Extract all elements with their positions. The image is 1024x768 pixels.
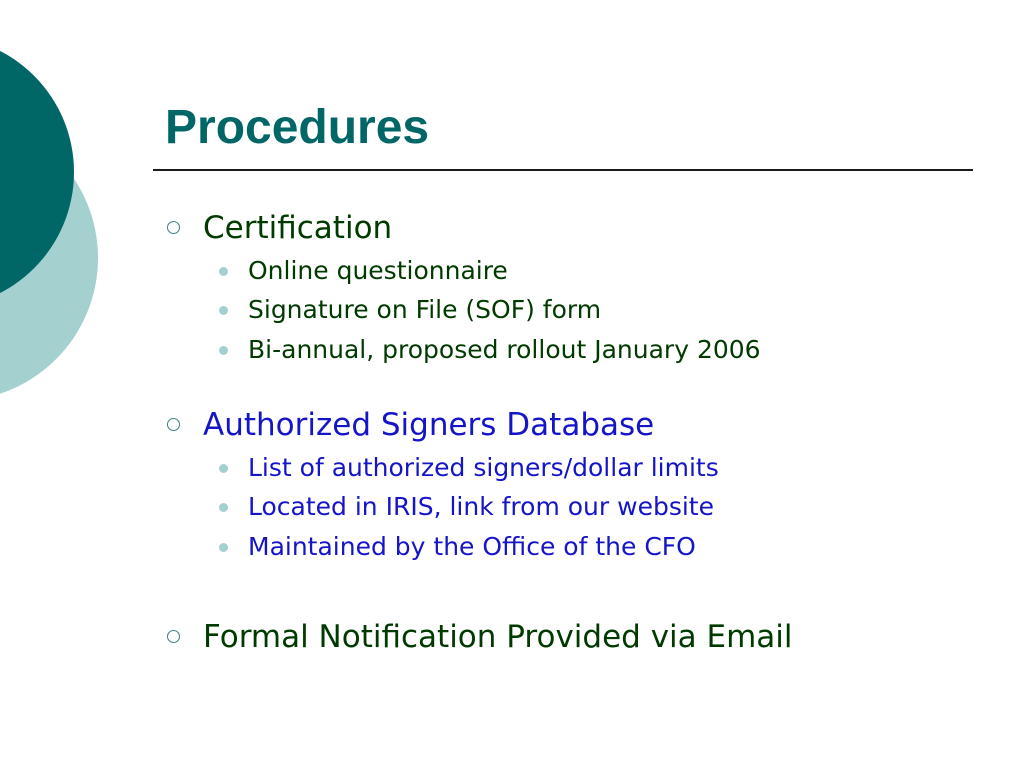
decorative-circles <box>0 0 110 400</box>
list-item-text: Bi-annual, proposed rollout January 2006 <box>248 335 761 364</box>
list-item-text: Online questionnaire <box>248 256 508 285</box>
title-underline <box>153 169 973 171</box>
dot-bullet-icon <box>219 464 228 473</box>
list-item-text: List of authorized signers/dollar limits <box>248 453 719 482</box>
dot-bullet-icon <box>219 346 228 355</box>
dot-bullet-icon <box>219 543 228 552</box>
dot-bullet-icon <box>219 267 228 276</box>
section-heading: Formal Notification Provided via Email <box>203 619 793 655</box>
section-heading: Certification <box>203 210 393 246</box>
list-item-text: Maintained by the Office of the CFO <box>248 532 696 561</box>
section-heading: Authorized Signers Database <box>203 407 655 443</box>
hollow-circle-bullet-icon <box>167 418 180 431</box>
list-item-text: Located in IRIS, link from our website <box>248 492 714 521</box>
slide-title: Procedures <box>165 101 430 154</box>
dot-bullet-icon <box>219 306 228 315</box>
hollow-circle-bullet-icon <box>167 630 180 643</box>
hollow-circle-bullet-icon <box>167 221 180 234</box>
dot-bullet-icon <box>219 503 228 512</box>
list-item-text: Signature on File (SOF) form <box>248 295 602 324</box>
